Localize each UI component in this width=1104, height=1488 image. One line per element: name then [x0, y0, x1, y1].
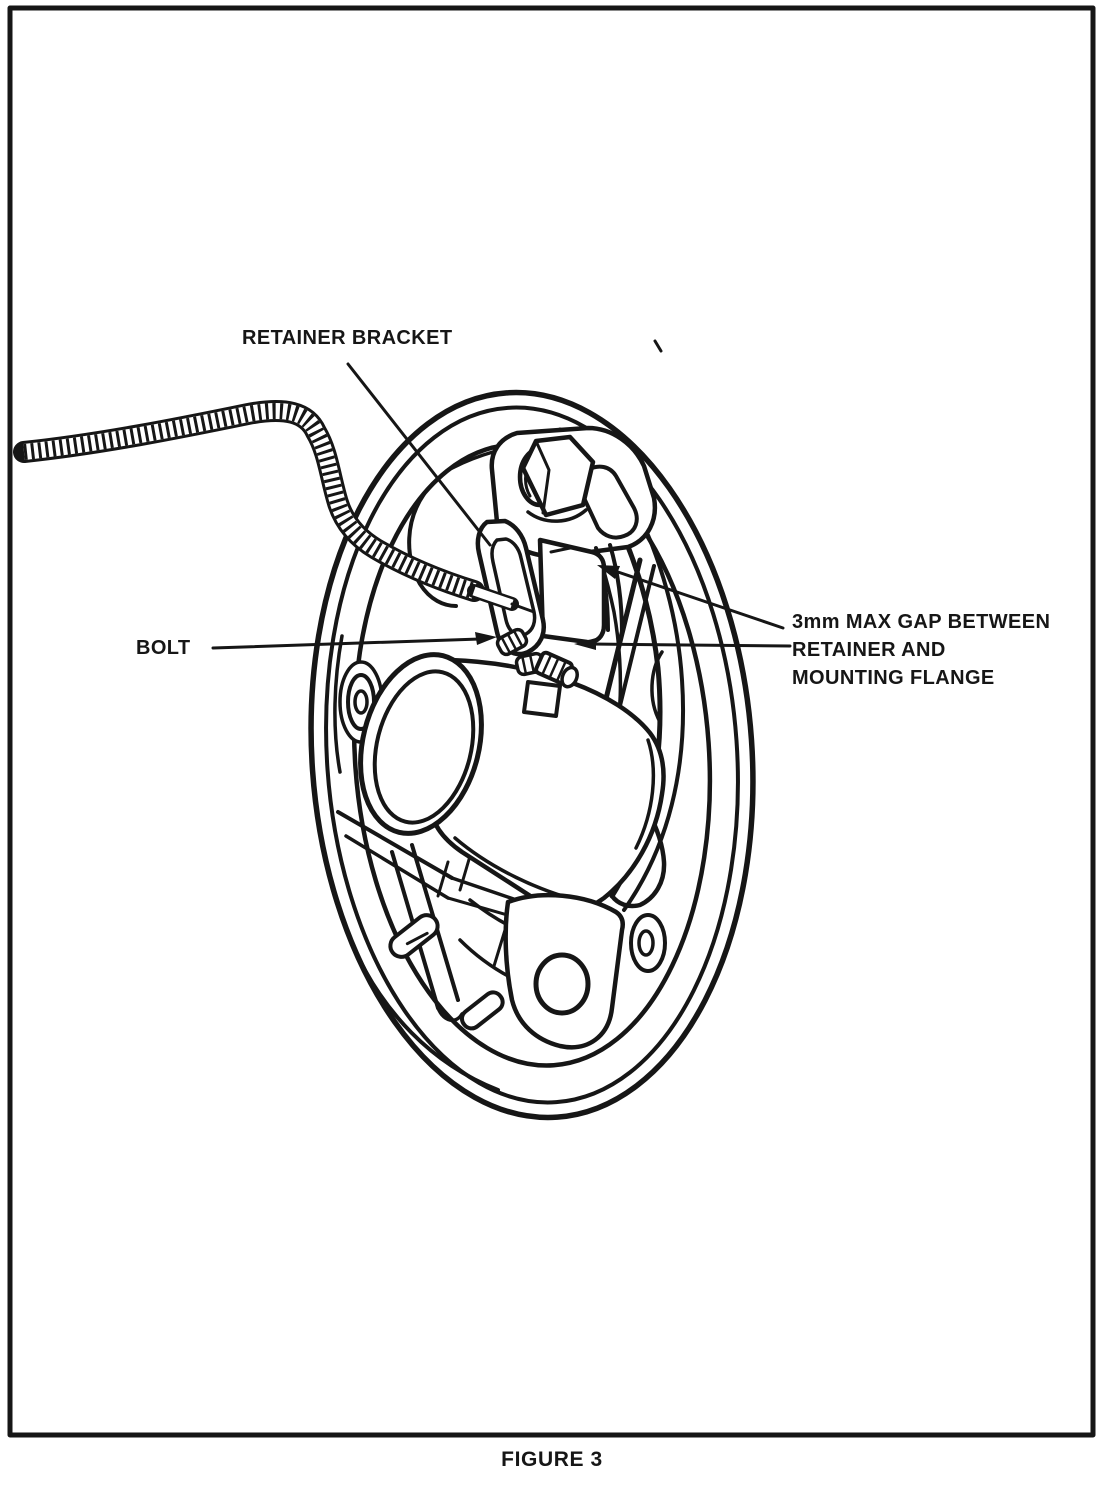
bracket-tab: [524, 682, 560, 716]
bolt-arrowhead: [475, 632, 497, 645]
gap-note-line-3: MOUNTING FLANGE: [792, 667, 995, 689]
slot-hole: [386, 911, 442, 962]
figure-caption: FIGURE 3: [501, 1448, 603, 1471]
gap-note-label: [792, 608, 1050, 692]
gap-leader-upper: [612, 570, 783, 628]
gap-leader-lower: [590, 644, 790, 646]
ring-hole: [631, 915, 665, 971]
bolt-leader: [213, 639, 480, 648]
slot-hole: [458, 989, 506, 1032]
bolt-label: BOLT: [136, 637, 191, 659]
stray-scan-mark: [655, 341, 661, 351]
anchor-bracket: [506, 895, 623, 1047]
gap-note-line-1: 3mm MAX GAP BETWEEN: [792, 611, 1051, 633]
retainer-bracket-label: RETAINER BRACKET: [242, 327, 453, 349]
gap-note-line-2: RETAINER AND: [792, 639, 946, 661]
hub-bore: [343, 642, 664, 912]
parking-brake-cable: [24, 411, 534, 612]
retainer-body: [540, 540, 604, 642]
